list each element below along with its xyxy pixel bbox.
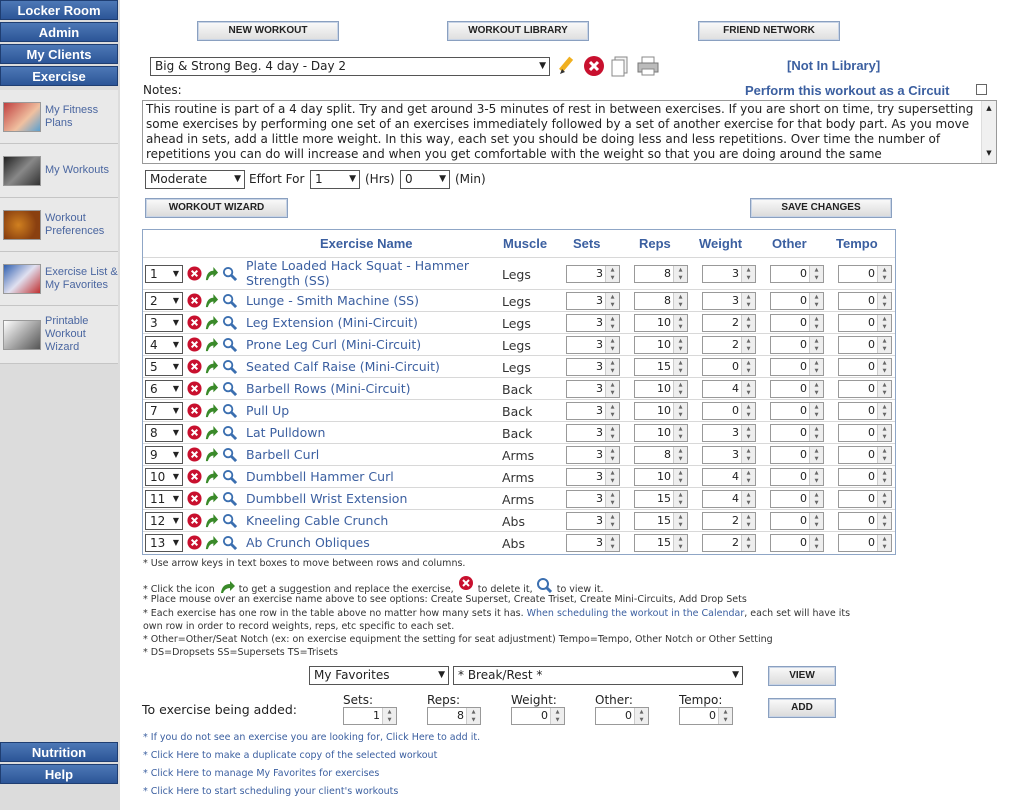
exercise-table (142, 229, 896, 555)
magnifier-icon[interactable] (222, 266, 237, 281)
row-order-select[interactable] (145, 336, 183, 354)
muscle-value: Back (502, 404, 533, 419)
muscle-value: Legs (502, 360, 531, 375)
row-order-value: 7 (150, 404, 158, 418)
tempo-input[interactable]: 0 ▲ ▼ (838, 512, 892, 530)
delete-icon[interactable] (187, 293, 202, 308)
row-order-select[interactable] (145, 380, 183, 398)
weight-input[interactable]: 2 ▲ ▼ (702, 512, 756, 530)
delete-icon[interactable] (187, 491, 202, 506)
table-row (143, 257, 895, 289)
sidebar-item-label: My Workouts (45, 164, 109, 176)
hrs-label: (Hrs) (365, 172, 395, 186)
table-row (143, 465, 895, 487)
add-sets-label: Sets: (343, 693, 373, 707)
muscle-value: Back (502, 382, 533, 397)
table-row (143, 509, 895, 531)
header-exercise-name: Exercise Name (320, 236, 413, 251)
chevron-down-icon: ▼ (172, 450, 179, 459)
preferences-thumb (3, 210, 41, 240)
tempo-input[interactable]: 0 ▲ ▼ (838, 314, 892, 332)
exercise-name-link[interactable]: Dumbbell Hammer Curl (246, 469, 394, 484)
tempo-input[interactable]: 0 ▲ ▼ (838, 380, 892, 398)
tempo-input[interactable]: 0 ▲ ▼ (838, 402, 892, 420)
exercise-name-link[interactable]: Lunge - Smith Machine (SS) (246, 293, 419, 308)
delete-icon[interactable] (187, 381, 202, 396)
other-input[interactable]: 0 ▲ ▼ (770, 534, 824, 552)
weight-input[interactable]: 0 ▲ ▼ (702, 358, 756, 376)
row-order-select[interactable] (145, 490, 183, 508)
notes-textarea[interactable] (142, 100, 997, 164)
help-line: * DS=Dropsets SS=Supersets TS=Trisets (143, 647, 338, 658)
exercise-name-link[interactable]: Pull Up (246, 403, 290, 418)
other-input[interactable]: 0 ▲ ▼ (770, 468, 824, 486)
row-order-value: 11 (150, 492, 166, 506)
weight-input[interactable]: 3 ▲ ▼ (702, 292, 756, 310)
help-text: * Click the icon (143, 584, 215, 595)
add-sets-input[interactable]: 1 ▲ ▼ (343, 707, 397, 725)
table-row (143, 421, 895, 443)
chevron-down-icon: ▼ (172, 472, 179, 481)
help-text: , each set will have its (744, 608, 851, 619)
chevron-down-icon: ▼ (349, 174, 356, 184)
table-row (143, 355, 895, 377)
sets-input[interactable]: 3 ▲ ▼ (566, 358, 620, 376)
chevron-down-icon: ▼ (172, 362, 179, 371)
chevron-down-icon: ▼ (172, 428, 179, 437)
hours-value: 1 (315, 172, 323, 186)
chevron-down-icon: ▼ (172, 318, 179, 327)
table-row (143, 399, 895, 421)
reps-input[interactable]: 8 ▲ ▼ (634, 446, 688, 464)
other-input[interactable]: 0 ▲ ▼ (770, 490, 824, 508)
row-order-select[interactable] (145, 424, 183, 442)
row-order-value: 2 (150, 294, 158, 308)
header-sets: Sets (573, 236, 601, 251)
other-input[interactable]: 0 ▲ ▼ (770, 265, 824, 283)
delete-icon[interactable] (187, 359, 202, 374)
row-order-value: 12 (150, 514, 166, 528)
replace-arrow-icon[interactable] (204, 491, 219, 506)
header-other: Other (772, 236, 807, 251)
row-order-value: 5 (150, 360, 158, 374)
sets-input[interactable]: 3 ▲ ▼ (566, 424, 620, 442)
help-line (143, 607, 850, 620)
weight-input[interactable]: 3 ▲ ▼ (702, 424, 756, 442)
to-exercise-label: To exercise being added: (142, 702, 297, 717)
muscle-value: Legs (502, 316, 531, 331)
other-input[interactable]: 0 ▲ ▼ (770, 336, 824, 354)
other-input[interactable]: 0 ▲ ▼ (770, 380, 824, 398)
friend-network-button[interactable]: FRIEND NETWORK (698, 21, 840, 41)
replace-arrow-icon[interactable] (204, 513, 219, 528)
notes-label: Notes: (143, 83, 182, 97)
sets-input[interactable]: 3 ▲ ▼ (566, 336, 620, 354)
main-content (120, 0, 1011, 810)
row-order-select[interactable] (145, 446, 183, 464)
nav-admin[interactable]: Admin (0, 22, 118, 42)
exercise-name-link[interactable]: Leg Extension (Mini-Circuit) (246, 315, 418, 330)
row-order-select[interactable] (145, 512, 183, 530)
reps-input[interactable]: 15 ▲ ▼ (634, 490, 688, 508)
delete-icon[interactable] (187, 266, 202, 281)
row-order-value: 8 (150, 426, 158, 440)
help-line: own row in order to record weights, reps, etc specific to each set. (143, 621, 455, 632)
magnifier-icon[interactable] (222, 403, 237, 418)
row-order-select[interactable] (145, 468, 183, 486)
reps-input[interactable]: 8 ▲ ▼ (634, 265, 688, 283)
calendar-link[interactable]: When scheduling the workout in the Calendar (526, 608, 745, 619)
exercise-name-link[interactable]: Ab Crunch Obliques (246, 535, 370, 550)
add-exercise-link[interactable]: * If you do not see an exercise you are looking for, Click Here to add it. (143, 732, 481, 743)
other-input[interactable]: 0 ▲ ▼ (770, 512, 824, 530)
chevron-down-icon: ▼ (172, 516, 179, 525)
notes-text: This routine is part of a 4 day split. Try and get around 3-5 minutes of rest in between exercises. If you are short on time, try supersetting some exercises by performing one set of an exercises immediately followed by a set of another exercise for that body part. As you move ahead in sets, add a little more weight. In this way, each set you should be doing less and less repetitions. Over time the number of repetitions you can do will increase and when you get comfortable with the weight so that you are doing around the same (146, 102, 974, 161)
magnifier-icon[interactable] (222, 447, 237, 462)
exercise-name-link[interactable]: Lat Pulldown (246, 425, 326, 440)
tempo-input[interactable]: 0 ▲ ▼ (838, 265, 892, 283)
table-row (143, 333, 895, 355)
muscle-value: Legs (502, 267, 531, 282)
add-weight-label: Weight: (511, 693, 557, 707)
reps-input[interactable]: 10 ▲ ▼ (634, 336, 688, 354)
table-row (143, 487, 895, 509)
exercise-select-value: * Break/Rest * (458, 668, 543, 682)
sidebar-item-preferences[interactable] (0, 198, 118, 252)
delete-icon[interactable] (187, 513, 202, 528)
header-tempo: Tempo (836, 236, 878, 251)
other-input[interactable]: 0 ▲ ▼ (770, 402, 824, 420)
row-order-select[interactable] (145, 314, 183, 332)
sidebar-item-label: Printable Workout Wizard (45, 315, 89, 353)
minutes-select[interactable] (400, 170, 450, 189)
delete-workout-icon[interactable] (582, 54, 606, 78)
replace-arrow-icon[interactable] (204, 447, 219, 462)
reps-input[interactable]: 8 ▲ ▼ (634, 292, 688, 310)
sets-input[interactable]: 3 ▲ ▼ (566, 534, 620, 552)
chevron-down-icon: ▼ (234, 174, 241, 184)
nav-nutrition[interactable]: Nutrition (0, 742, 118, 762)
row-order-value: 6 (150, 382, 158, 396)
row-order-value: 13 (150, 536, 166, 550)
delete-icon[interactable] (187, 535, 202, 550)
magnifier-icon[interactable] (222, 381, 237, 396)
magnifier-icon (536, 578, 554, 594)
row-order-value: 3 (150, 316, 158, 330)
reps-input[interactable]: 10 ▲ ▼ (634, 380, 688, 398)
muscle-value: Arms (502, 492, 535, 507)
delete-icon[interactable] (187, 315, 202, 330)
muscle-value: Back (502, 426, 533, 441)
add-reps-label: Reps: (427, 693, 461, 707)
replace-arrow-icon[interactable] (204, 266, 219, 281)
save-changes-button[interactable]: SAVE CHANGES (750, 198, 892, 218)
tempo-input[interactable]: 0 ▲ ▼ (838, 292, 892, 310)
sidebar-item-workouts[interactable] (0, 144, 118, 198)
muscle-value: Abs (502, 536, 525, 551)
sets-input[interactable]: 3 ▲ ▼ (566, 490, 620, 508)
reps-input[interactable]: 10 ▲ ▼ (634, 424, 688, 442)
favorites-value: My Favorites (314, 668, 390, 682)
exercise-name-link[interactable]: Prone Leg Curl (Mini-Circuit) (246, 337, 422, 352)
row-order-value: 4 (150, 338, 158, 352)
tempo-input[interactable]: 0 ▲ ▼ (838, 358, 892, 376)
other-input[interactable]: 0 ▲ ▼ (770, 424, 824, 442)
table-row (143, 289, 895, 311)
delete-icon[interactable] (187, 425, 202, 440)
table-header (143, 230, 895, 257)
weight-input[interactable]: 4 ▲ ▼ (702, 380, 756, 398)
row-order-select[interactable] (145, 292, 183, 310)
effort-select[interactable] (145, 170, 245, 189)
exercise-name-link[interactable]: Kneeling Cable Crunch (246, 513, 389, 528)
chevron-down-icon: ▼ (732, 670, 739, 680)
add-weight-input[interactable]: 0 ▲ ▼ (511, 707, 565, 725)
help-text: to view it. (556, 584, 604, 595)
sets-input[interactable]: 3 ▲ ▼ (566, 402, 620, 420)
weight-input[interactable]: 4 ▲ ▼ (702, 490, 756, 508)
chevron-down-icon: ▼ (172, 538, 179, 547)
workout-select[interactable] (150, 57, 550, 76)
row-order-select[interactable] (145, 265, 183, 283)
circuit-label: Perform this workout as a Circuit (745, 83, 950, 98)
muscle-value: Arms (502, 448, 535, 463)
tempo-input[interactable]: 0 ▲ ▼ (838, 424, 892, 442)
magnifier-icon[interactable] (222, 535, 237, 550)
help-text: to get a suggestion and replace the exercise, (238, 584, 454, 595)
tempo-input[interactable]: 0 ▲ ▼ (838, 534, 892, 552)
nav-locker-room[interactable]: Locker Room (0, 0, 118, 20)
muscle-value: Abs (502, 514, 525, 529)
sidebar-item-label: My Fitness Plans (45, 103, 99, 129)
tempo-input[interactable]: 0 ▲ ▼ (838, 336, 892, 354)
workout-library-button[interactable]: WORKOUT LIBRARY (447, 21, 589, 41)
help-line: * Use arrow keys in text boxes to move between rows and columns. (143, 558, 466, 569)
sets-input[interactable]: 3 ▲ ▼ (566, 292, 620, 310)
tempo-input[interactable]: 0 ▲ ▼ (838, 468, 892, 486)
row-order-value: 10 (150, 470, 166, 484)
exercise-name-link[interactable]: Barbell Rows (Mini-Circuit) (246, 381, 411, 396)
other-input[interactable]: 0 ▲ ▼ (770, 314, 824, 332)
chevron-down-icon: ▼ (172, 296, 179, 305)
magnifier-icon[interactable] (222, 337, 237, 352)
table-row (143, 443, 895, 465)
sidebar-item-printable-wizard[interactable] (0, 306, 118, 364)
magnifier-icon[interactable] (222, 293, 237, 308)
magnifier-icon[interactable] (222, 359, 237, 374)
magnifier-icon[interactable] (222, 425, 237, 440)
workout-select-value: Big & Strong Beg. 4 day - Day 2 (155, 59, 347, 73)
replace-arrow-icon[interactable] (204, 535, 219, 550)
help-line: * Other=Other/Seat Notch (ex: on exercise equipment the setting for seat adjustment) Tempo=Tempo, Other Notch or Other Setting (143, 634, 773, 645)
tempo-input[interactable]: 0 ▲ ▼ (838, 490, 892, 508)
reps-input[interactable]: 10 ▲ ▼ (634, 402, 688, 420)
replace-arrow-icon[interactable] (204, 425, 219, 440)
delete-icon[interactable] (187, 469, 202, 484)
muscle-value: Arms (502, 470, 535, 485)
sets-input[interactable]: 3 ▲ ▼ (566, 468, 620, 486)
workouts-thumb (3, 156, 41, 186)
tempo-input[interactable]: 0 ▲ ▼ (838, 446, 892, 464)
weight-input[interactable]: 2 ▲ ▼ (702, 534, 756, 552)
chevron-down-icon: ▼ (172, 340, 179, 349)
chevron-down-icon: ▼ (539, 61, 546, 71)
muscle-value: Legs (502, 294, 531, 309)
min-label: (Min) (455, 172, 486, 186)
chevron-down-icon: ▼ (172, 406, 179, 415)
sidebar (0, 0, 120, 810)
help-text: to delete it, (477, 584, 533, 595)
sets-input[interactable]: 3 ▲ ▼ (566, 512, 620, 530)
other-input[interactable]: 0 ▲ ▼ (770, 292, 824, 310)
weight-input[interactable]: 2 ▲ ▼ (702, 336, 756, 354)
chevron-down-icon: ▼ (172, 269, 179, 278)
replace-arrow-icon[interactable] (204, 381, 219, 396)
copy-icon[interactable] (610, 55, 630, 77)
add-tempo-label: Tempo: (679, 693, 723, 707)
schedule-workouts-link[interactable]: * Click Here to start scheduling your client's workouts (143, 786, 399, 797)
reps-input[interactable]: 15 ▲ ▼ (634, 358, 688, 376)
exercise-name-link[interactable]: Dumbbell Wrist Extension (246, 491, 408, 506)
hours-select[interactable] (310, 170, 360, 189)
delete-icon[interactable] (187, 403, 202, 418)
row-order-select[interactable] (145, 534, 183, 552)
header-muscle: Muscle (503, 236, 548, 251)
add-other-input[interactable]: 0 ▲ ▼ (595, 707, 649, 725)
view-button[interactable]: VIEW (768, 666, 836, 686)
exercise-name-link[interactable]: Plate Loaded Hack Squat - Hammer Strength (SS) (246, 258, 470, 288)
table-row (143, 311, 895, 333)
nav-help[interactable]: Help (0, 764, 118, 784)
effort-value: Moderate (150, 172, 208, 186)
replace-arrow-icon[interactable] (204, 403, 219, 418)
circuit-checkbox[interactable] (976, 84, 987, 95)
chevron-down-icon: ▼ (439, 174, 446, 184)
sets-input[interactable]: 3 ▲ ▼ (566, 446, 620, 464)
exercise-name-link[interactable]: Barbell Curl (246, 447, 320, 462)
manage-favorites-link[interactable]: * Click Here to manage My Favorites for exercises (143, 768, 380, 779)
delete-icon (457, 576, 475, 594)
replace-arrow-icon[interactable] (204, 315, 219, 330)
muscle-value: Legs (502, 338, 531, 353)
row-order-value: 1 (150, 267, 158, 281)
table-row (143, 377, 895, 399)
reps-input[interactable]: 10 ▲ ▼ (634, 314, 688, 332)
other-input[interactable]: 0 ▲ ▼ (770, 358, 824, 376)
sets-input[interactable]: 3 ▲ ▼ (566, 380, 620, 398)
fitness-plans-thumb (3, 102, 41, 132)
exercise-select[interactable] (453, 666, 743, 685)
chevron-down-icon: ▼ (172, 384, 179, 393)
row-order-value: 9 (150, 448, 158, 462)
replace-arrow-icon[interactable] (204, 337, 219, 352)
sidebar-item-fitness-plans[interactable] (0, 90, 118, 144)
nav-exercise[interactable]: Exercise (0, 66, 118, 86)
replace-arrow-icon[interactable] (204, 469, 219, 484)
magnifier-icon[interactable] (222, 491, 237, 506)
sidebar-item-exercise-list[interactable] (0, 252, 118, 306)
workout-wizard-button[interactable]: WORKOUT WIZARD (145, 198, 288, 218)
notes-scrollbar[interactable]: ▲ ▼ (981, 101, 996, 163)
minutes-value: 0 (405, 172, 413, 186)
add-button[interactable]: ADD (768, 698, 836, 718)
add-tempo-input[interactable]: 0 ▲ ▼ (679, 707, 733, 725)
row-order-select[interactable] (145, 358, 183, 376)
sidebar-item-label: Workout Preferences (45, 211, 105, 237)
duplicate-workout-link[interactable]: * Click Here to make a duplicate copy of the selected workout (143, 750, 438, 761)
magnifier-icon[interactable] (222, 469, 237, 484)
help-text: * Each exercise has one row in the table above no matter how many sets it has. (143, 608, 524, 619)
header-weight: Weight (699, 236, 743, 251)
sets-input[interactable]: 3 ▲ ▼ (566, 314, 620, 332)
help-line: * Place mouse over an exercise name above to see options: Create Superset, Create Triset, Create Mini-Circuits, Add Drop Sets (143, 594, 747, 605)
replace-arrow-icon[interactable] (204, 293, 219, 308)
exercise-list-thumb (3, 264, 41, 294)
header-reps: Reps (639, 236, 671, 251)
add-other-label: Other: (595, 693, 633, 707)
magnifier-icon[interactable] (222, 315, 237, 330)
add-reps-input[interactable]: 8 ▲ ▼ (427, 707, 481, 725)
weight-input[interactable]: 4 ▲ ▼ (702, 468, 756, 486)
other-input[interactable]: 0 ▲ ▼ (770, 446, 824, 464)
effort-for-label: Effort For (249, 172, 305, 186)
chevron-down-icon: ▼ (438, 670, 445, 680)
not-in-library-link[interactable]: [Not In Library] (787, 58, 881, 73)
printable-thumb (3, 320, 41, 350)
weight-input[interactable]: 0 ▲ ▼ (702, 402, 756, 420)
weight-input[interactable]: 3 ▲ ▼ (702, 265, 756, 283)
new-workout-button[interactable]: NEW WORKOUT (197, 21, 339, 41)
print-icon[interactable] (636, 55, 660, 77)
weight-input[interactable]: 3 ▲ ▼ (702, 446, 756, 464)
row-order-select[interactable] (145, 402, 183, 420)
nav-my-clients[interactable]: My Clients (0, 44, 118, 64)
sidebar-item-label: Exercise List & My Favorites (45, 265, 118, 291)
favorites-select[interactable] (309, 666, 449, 685)
exercise-name-link[interactable]: Seated Calf Raise (Mini-Circuit) (246, 359, 440, 374)
table-row (143, 531, 895, 553)
sets-input[interactable]: 3 ▲ ▼ (566, 265, 620, 283)
weight-input[interactable]: 2 ▲ ▼ (702, 314, 756, 332)
replace-arrow-icon[interactable] (204, 359, 219, 374)
reps-input[interactable]: 15 ▲ ▼ (634, 512, 688, 530)
edit-pencil-icon[interactable] (557, 55, 579, 77)
magnifier-icon[interactable] (222, 513, 237, 528)
delete-icon[interactable] (187, 337, 202, 352)
delete-icon[interactable] (187, 447, 202, 462)
reps-input[interactable]: 15 ▲ ▼ (634, 534, 688, 552)
reps-input[interactable]: 10 ▲ ▼ (634, 468, 688, 486)
chevron-down-icon: ▼ (172, 494, 179, 503)
